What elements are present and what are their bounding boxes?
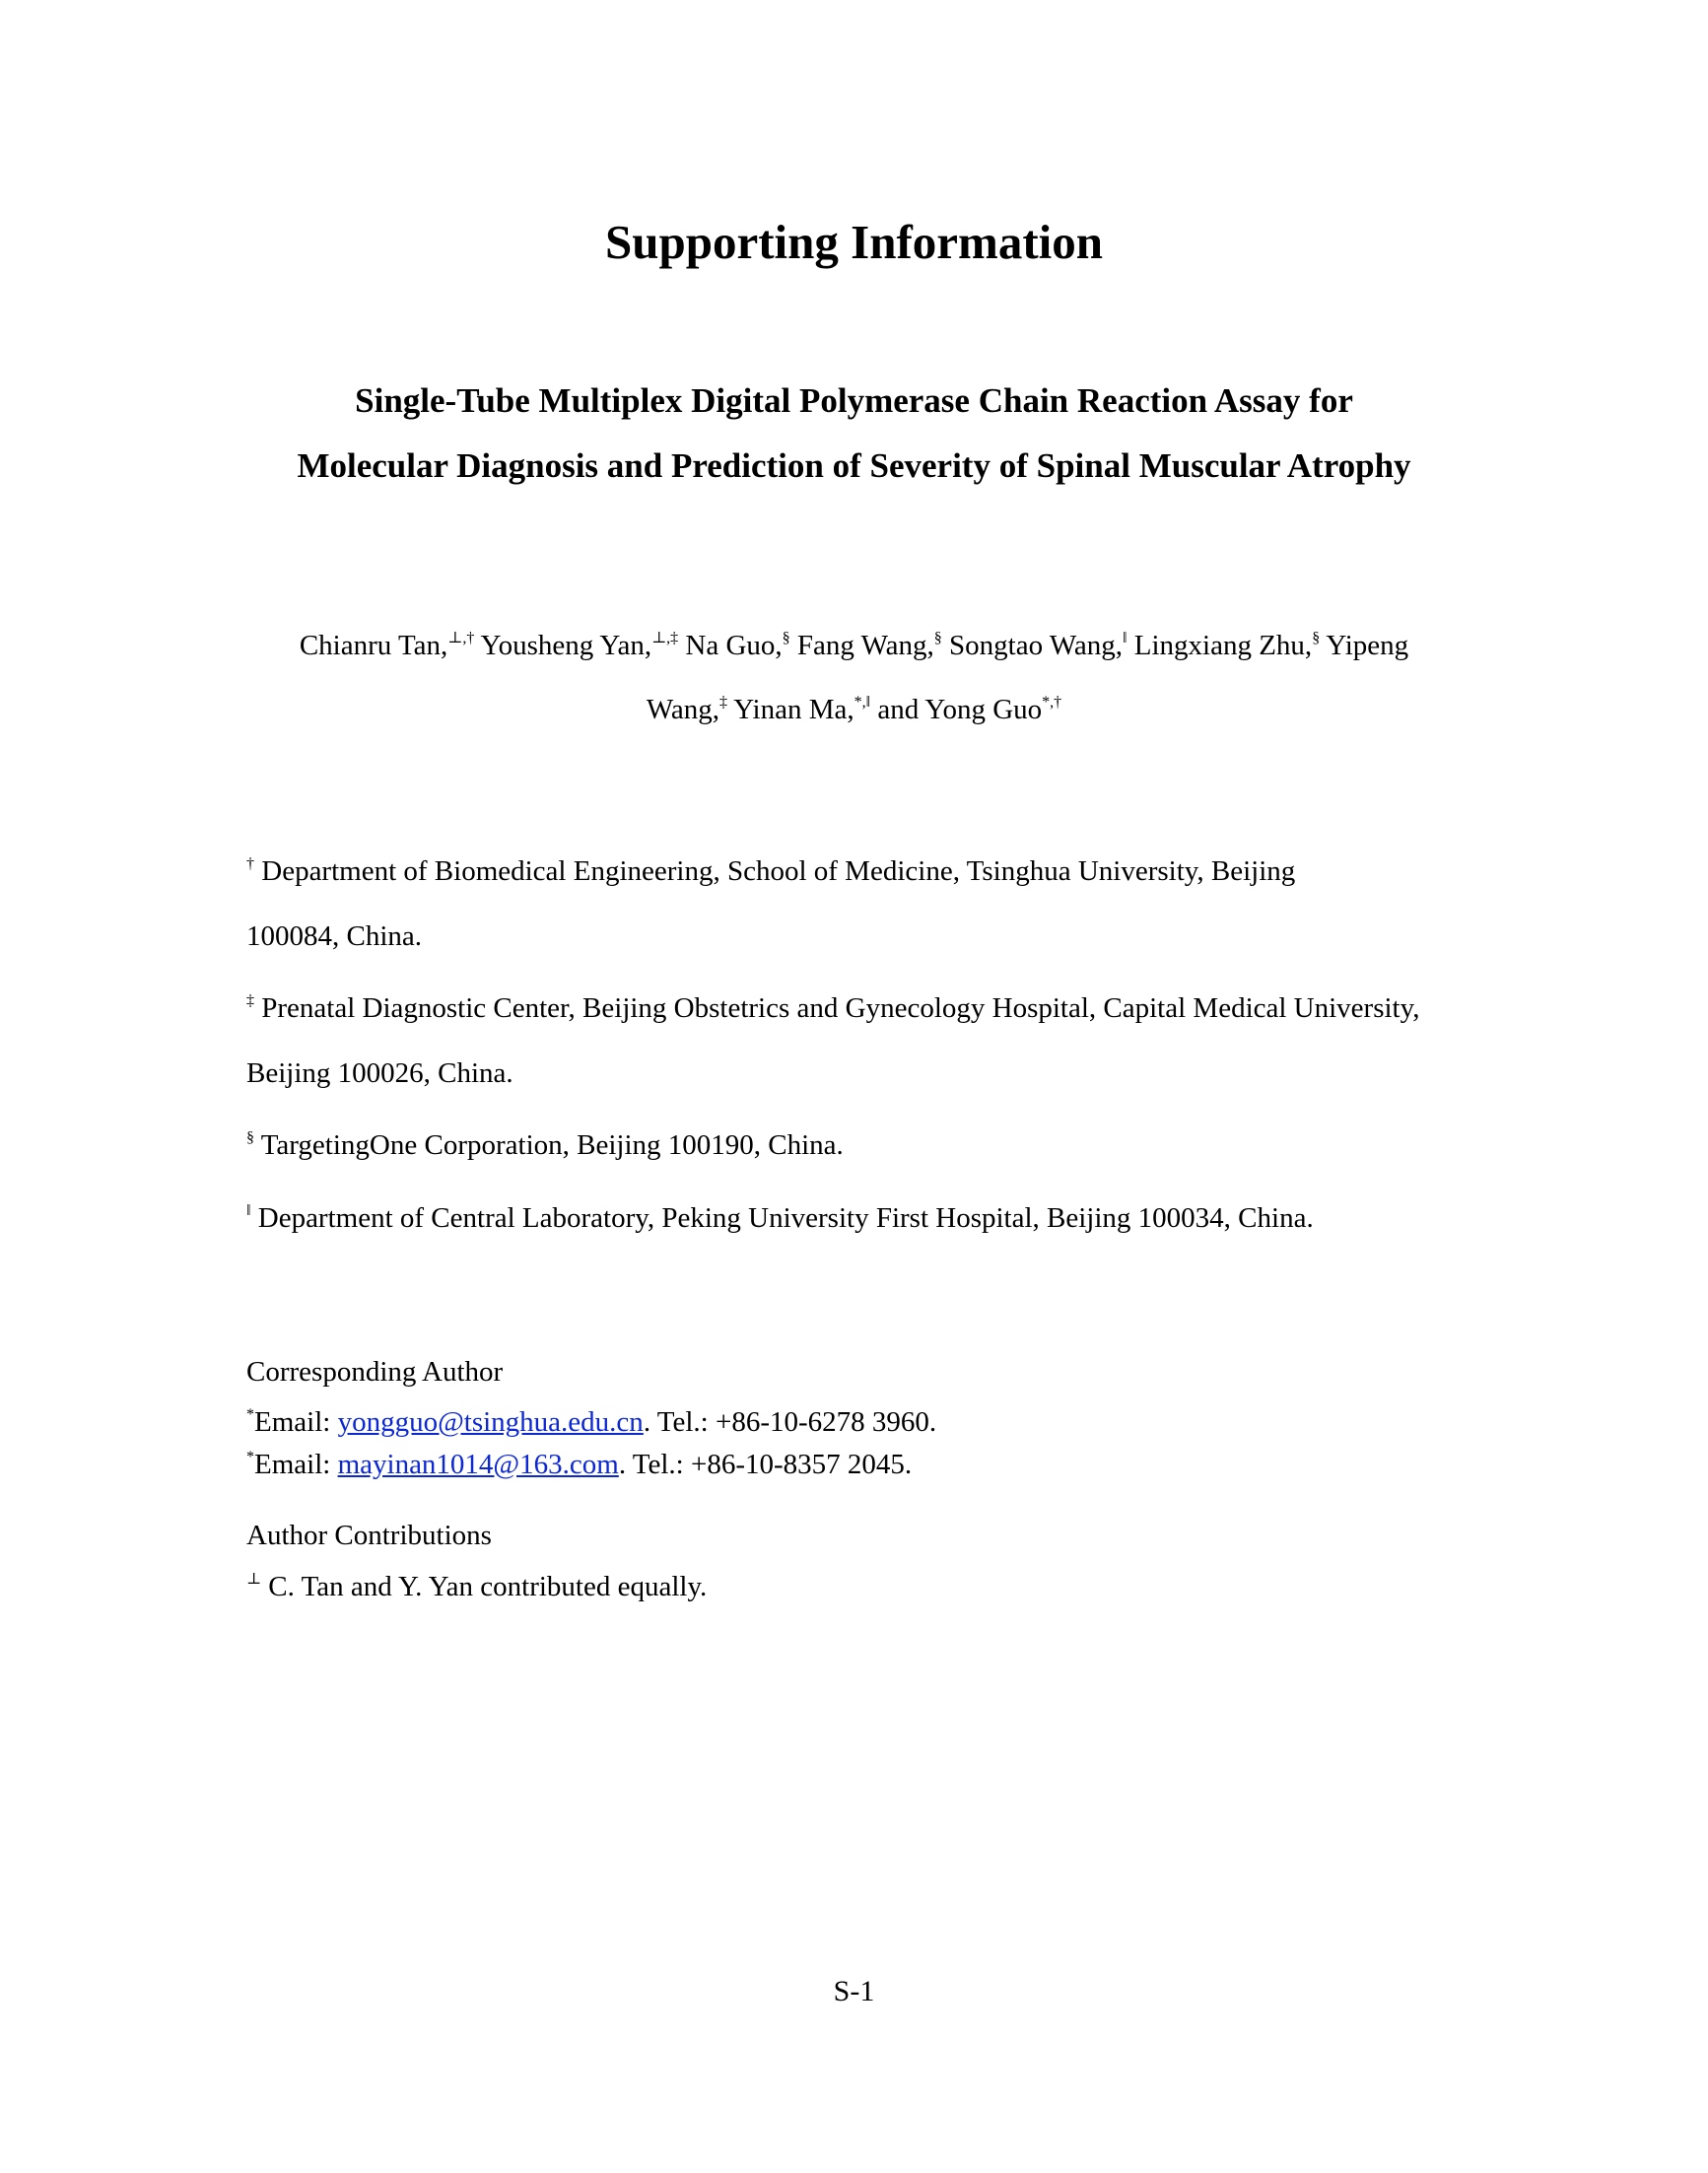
page-title: Supporting Information (604, 215, 1104, 269)
affiliation-section: § TargetingOne Corporation, Beijing 100190, China. (246, 1129, 844, 1161)
author-name: Yinan Ma, (733, 694, 854, 725)
author-mark: *,‖ (854, 694, 871, 711)
affiliation-mark: ‖ (246, 1202, 251, 1219)
author-name: Yipeng (1326, 630, 1409, 661)
author-mark: ⊥,† (447, 630, 475, 646)
corresponding-author-heading: Corresponding Author (246, 1356, 504, 1388)
author-mark: ‡ (719, 694, 727, 711)
author-list-line-1 (0, 626, 1708, 665)
author-contributions-text: ⊥ C. Tan and Y. Yan contributed equally. (246, 1571, 708, 1602)
author-name: Yousheng Yan, (480, 630, 652, 661)
author-name: Lingxiang Zhu, (1133, 630, 1313, 661)
affiliation-mark: § (246, 1129, 254, 1146)
email-link-yongguo[interactable]: yongguo@tsinghua.edu.cn (337, 1406, 644, 1438)
author-name: Na Guo, (685, 630, 783, 661)
affiliation-double-dagger-cont: Beijing 100026, China. (246, 1057, 513, 1089)
affiliation-double-dagger: ‡ Prenatal Diagnostic Center, Beijing Obstetrics and Gynecology Hospital, Capital Medical University, (246, 992, 1420, 1024)
author-mark: ‖ (1123, 630, 1127, 646)
affiliation-mark: † (246, 855, 254, 872)
author-mark: § (782, 630, 790, 646)
corresponding-mark: * (246, 1406, 254, 1423)
author-name: Fang Wang, (796, 630, 934, 661)
contribution-mark: ⊥ (246, 1571, 262, 1588)
author-name: Wang, (646, 694, 719, 725)
corresponding-contact-1: *Email: yongguo@tsinghua.edu.cn. Tel.: +86-10-6278 3960. (246, 1406, 937, 1438)
author-mark: ⊥,‡ (651, 630, 679, 646)
affiliation-dagger-cont: 100084, China. (246, 920, 423, 952)
paper-title-line-2: Molecular Diagnosis and Prediction of Severity of Spinal Muscular Atrophy (297, 446, 1411, 485)
author-mark: § (933, 630, 942, 646)
affiliation-parallel: ‖ Department of Central Laboratory, Peking University First Hospital, Beijing 100034, China. (246, 1202, 1314, 1234)
corresponding-contact-2: *Email: mayinan1014@163.com. Tel.: +86-10-8357 2045. (246, 1449, 913, 1480)
paper-title-line-1: Single-Tube Multiplex Digital Polymerase Chain Reaction Assay for (355, 381, 1353, 420)
email-link-mayinan[interactable]: mayinan1014@163.com (337, 1449, 619, 1480)
affiliation-mark: ‡ (246, 992, 254, 1009)
author-contributions-heading: Author Contributions (246, 1520, 492, 1551)
author-name: Songtao Wang, (949, 630, 1124, 661)
corresponding-mark: * (246, 1449, 254, 1465)
affiliation-dagger: † Department of Biomedical Engineering, School of Medicine, Tsinghua University, Beijing (246, 855, 1296, 887)
author-mark: *,† (1042, 694, 1062, 711)
author-list-line-2 (0, 690, 1708, 729)
author-mark: § (1312, 630, 1321, 646)
author-name: and Yong Guo (877, 694, 1043, 725)
page-number: S-1 (833, 1975, 875, 2007)
author-name: Chianru Tan, (299, 630, 448, 661)
